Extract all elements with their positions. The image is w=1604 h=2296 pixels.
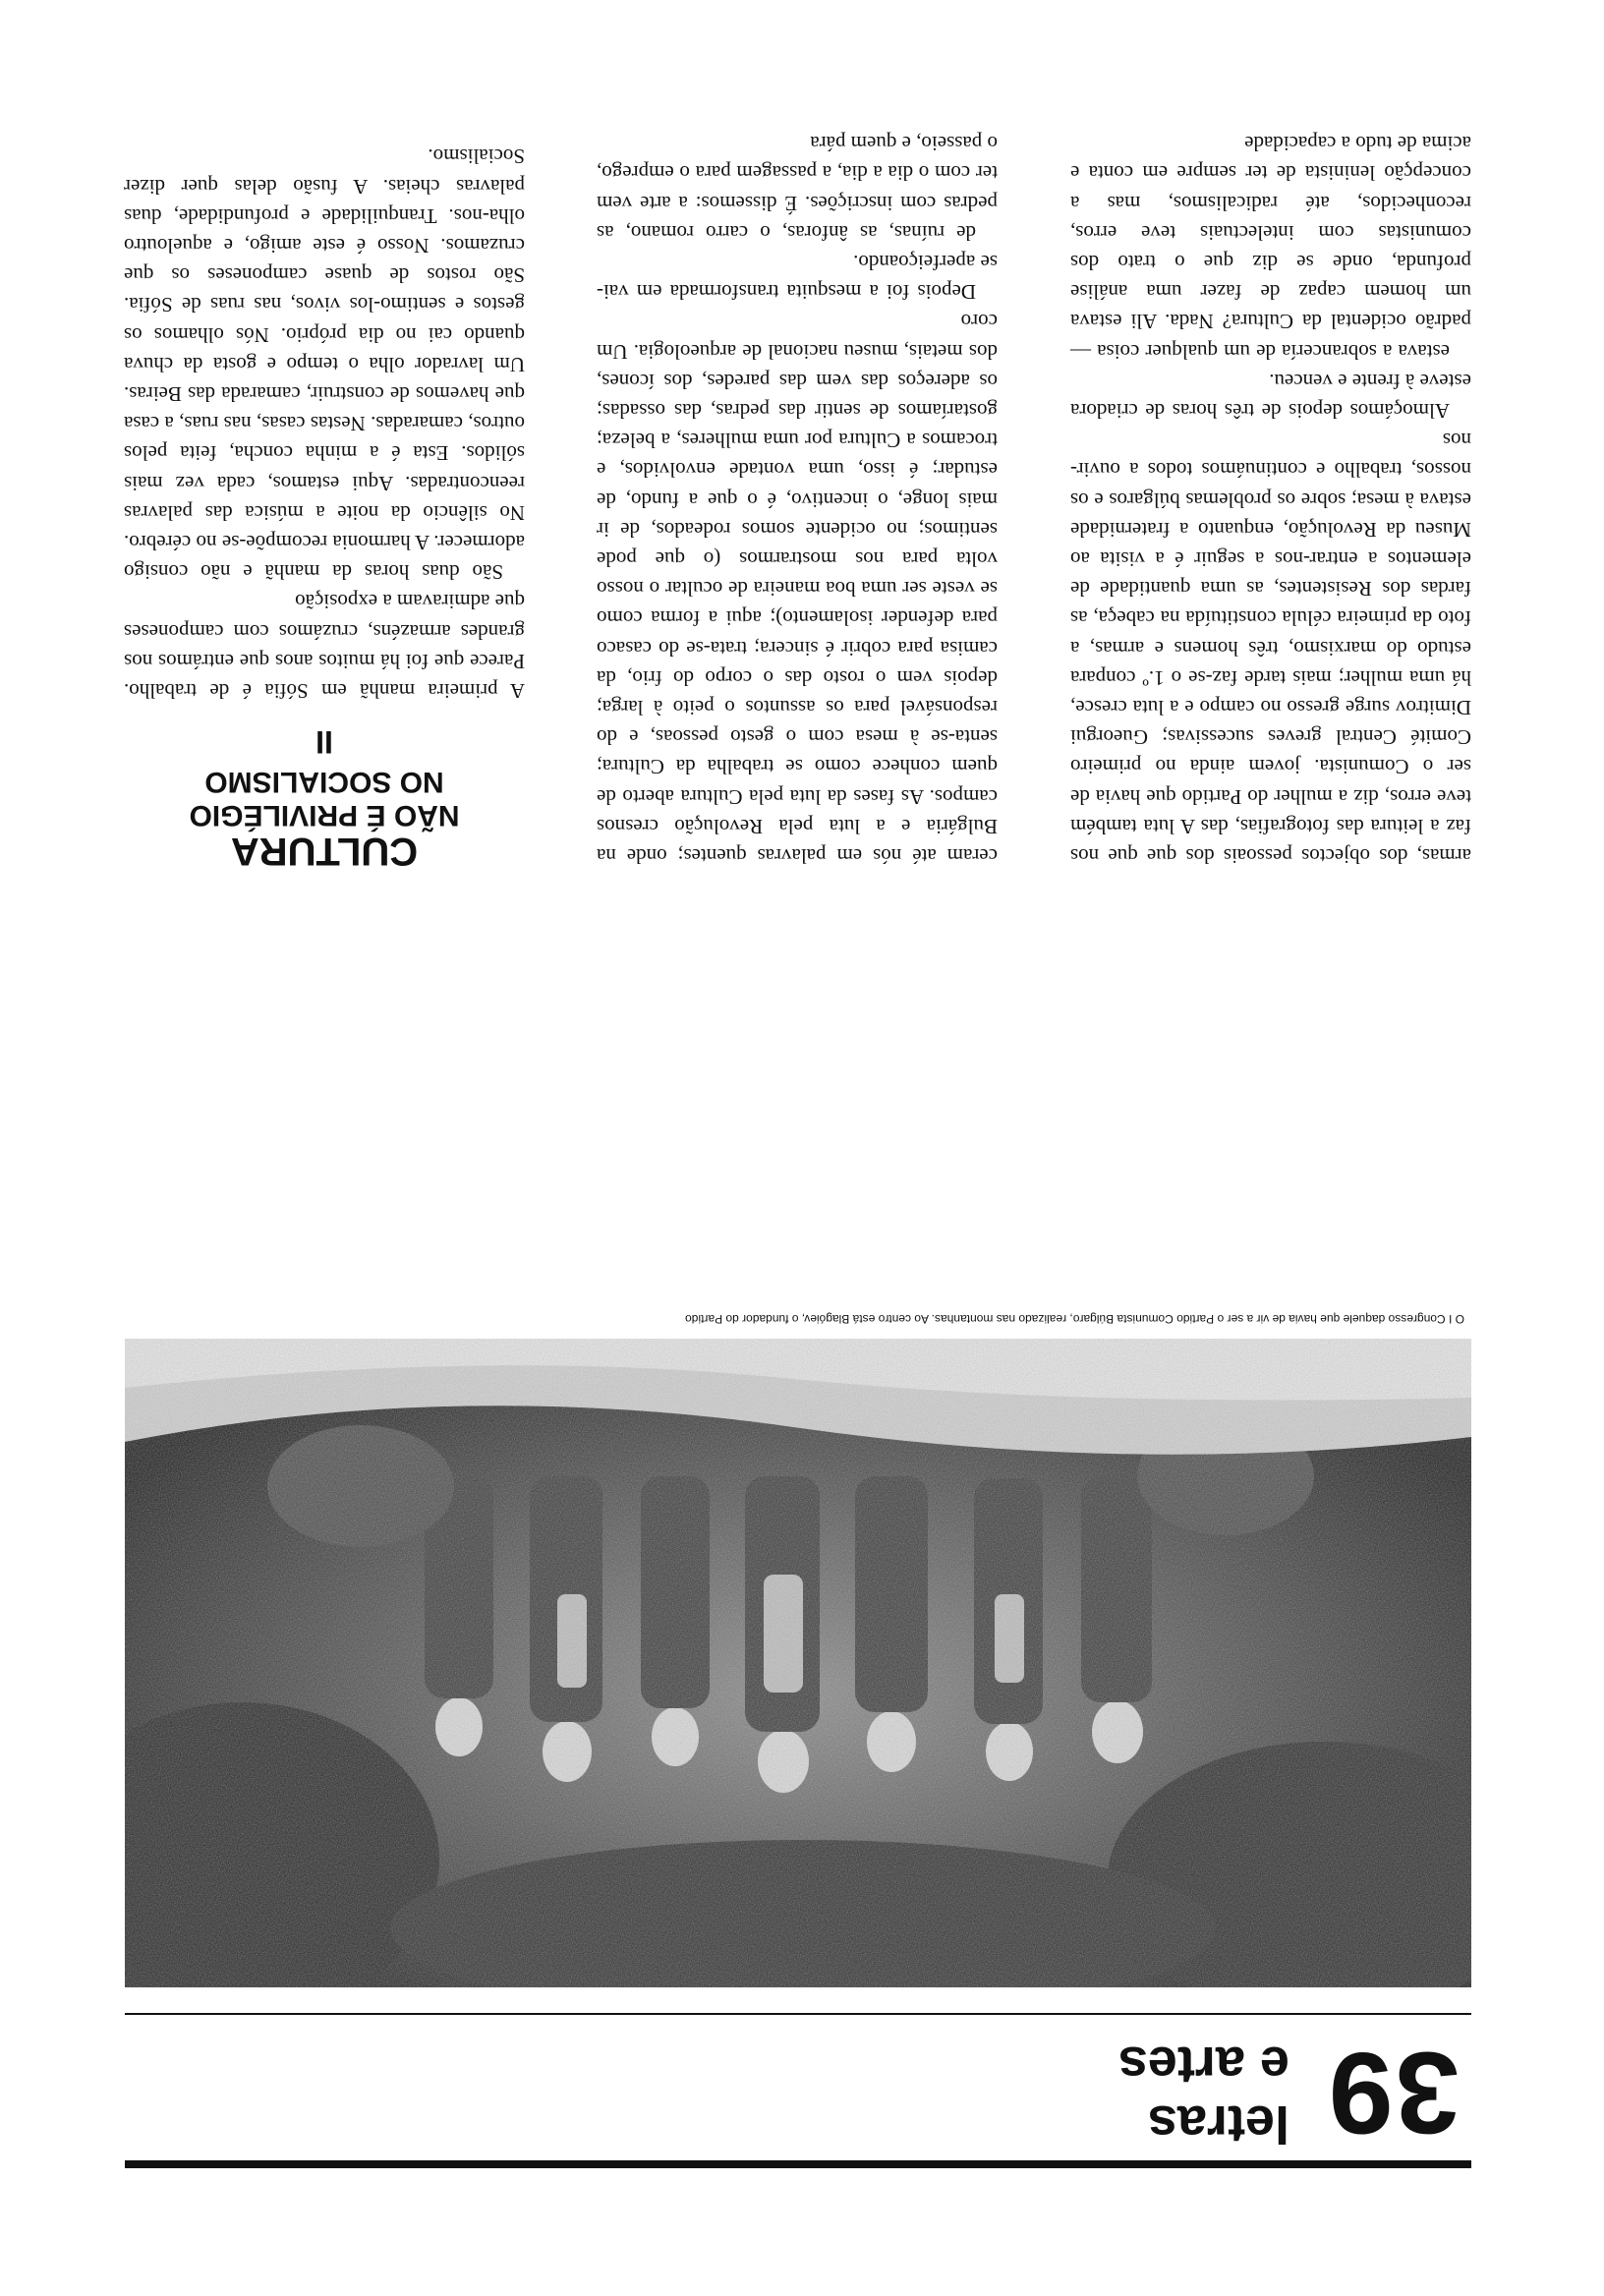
article-paragraph: de ruínas, as ânforas, o carro romano, as pedras com inscrições. É dissemos: a arte vem ter com o dia a dia, a passagem para o emprego, o passeio, e quem pára	[597, 132, 998, 245]
article-paragraph: ceram até nós em palavras quentes; onde na Bulgária e a luta pela Revolução cresnos campos. As fases da luta pela Cultura aberto de quem conhece como se trabalha da Cultura; senta-se à mesa com o gesto pessoas, e do responsável para os assuntos o peito à larga; depois vem o rosto das o corpo do frio, da camisa para cobrir é sincera; trata-se do casaco para defender isolamento); aqui a forma como se veste ser uma boa maneira de ocultar o nosso volta para nos mostrarmos (o que pode sentimos; no ocidente somos rodeados, de ir mais longe, o incentivo, é o que a fundo, de estudar; é isso, uma vontade envolvidos, e trocamos a Cultura por uma mulheres, a beleza; gostaríamos de sentir das pedras, das ossadas; os adereços das vem das paredes, dos ícones, dos metais, museu nacional de arqueologia. Um coro	[597, 310, 998, 868]
article-paragraph: estava a sobrancería de um qualquer coisa — padrão ocidental da Cultura? Nada. Ali estava um homem capaz de fazer uma análise profunda, onde se diz que o trato dos comunistas com intelectuais teve erros, reconhecidos, até radicalismos, mas a concepção leninista de ter sempre em conta e acima de tudo a capacidade	[1070, 132, 1471, 364]
page-number: 39	[1326, 2028, 1460, 2157]
article-paragraph: São duas horas da manhã e não consigo adormecer. A harmonia recompõe-se no cérebro. No silêncio da noite a música das palavras reencontradas. Aqui estamos, cada vez mais sólidos. Esta é a minha concha, feita pelos outros, camaradas. Nestas casas, nas ruas, a casa que havemos de construir, camarada das Beiras. Um lavrador olha o tempo e gosta da chuva quando cai no dia próprio. Nós olhamos os gestos e sentimo-los vivos, nas ruas de Sófia. São rostos de quase camponeses os que cruzamos. Nosso é este amigo, e aqueloutro olha-nos. Tranquilidade e profundidade, duas palavras cheias. A fusão delas quer dizer Socialismo.	[124, 144, 525, 585]
article-column-right	[124, 142, 525, 871]
photo-caption: O I Congresso daquele que havia de vir a ser o Partido Comunista Búlgaro, realizado nas montanhas. Ao centro está Blagóiev, o fundador do Partido	[685, 1312, 1464, 1326]
publication-title-line2: e artes	[1117, 2036, 1289, 2095]
headline-line1: CULTURA	[230, 830, 419, 873]
article-paragraph: Almoçámos depois de três horas de criadora esteve à frente e venceu.	[1070, 369, 1471, 423]
photo-artwork	[125, 1339, 1471, 1987]
article-column-middle	[597, 129, 998, 871]
publication-title-line1: letras	[1147, 2095, 1289, 2153]
section-numeral: II	[315, 724, 333, 760]
masthead	[125, 2011, 1471, 2168]
article-headline	[124, 719, 525, 871]
congress-photograph	[125, 1339, 1471, 1987]
masthead-rule-thick	[125, 2160, 1471, 2168]
headline-line2: NÃO É PRIVILÉGIO	[189, 799, 460, 832]
article-column-left	[1070, 129, 1471, 871]
masthead-rule-thin	[125, 2013, 1471, 2015]
article-paragraph: A primeira manhã em Sófia é de trabalho. Parece que foi há muitos anos que entrámos nos grandes armazéns, cruzámos com camponeses que admiravam a exposição	[124, 590, 525, 703]
article-paragraph: Depois foi a mesquita transformada em vai-se aperfeiçoando.	[597, 250, 998, 305]
headline-line3: NO SOCIALISMO	[204, 766, 444, 798]
article-paragraph: armas, dos objectos pessoais dos que que nos faz a leitura das fotografias, das A luta também teve erros, diz a mulher do Partido que havia de ser o Comunista. jovem ainda no primeiro Comité Central greves sucessivas; Gueorgui Dimitrov surge gresso no campo e a luta cresce, há uma mulher; mais tarde faz-se o 1.º conpara estudo do marxismo, três homens e armas, a foto da primeira célula constituída na cabeça, as fardas dos Resistentes, as uma quantidade de elementos a entrar-nos a seguir é a visita ao Museu da Revolução, enquanto a fraternidade estava à mesa; sobre os problemas búlgaros e os nossos, trabalho e continuámos todos a ouvir-nos	[1070, 429, 1471, 868]
